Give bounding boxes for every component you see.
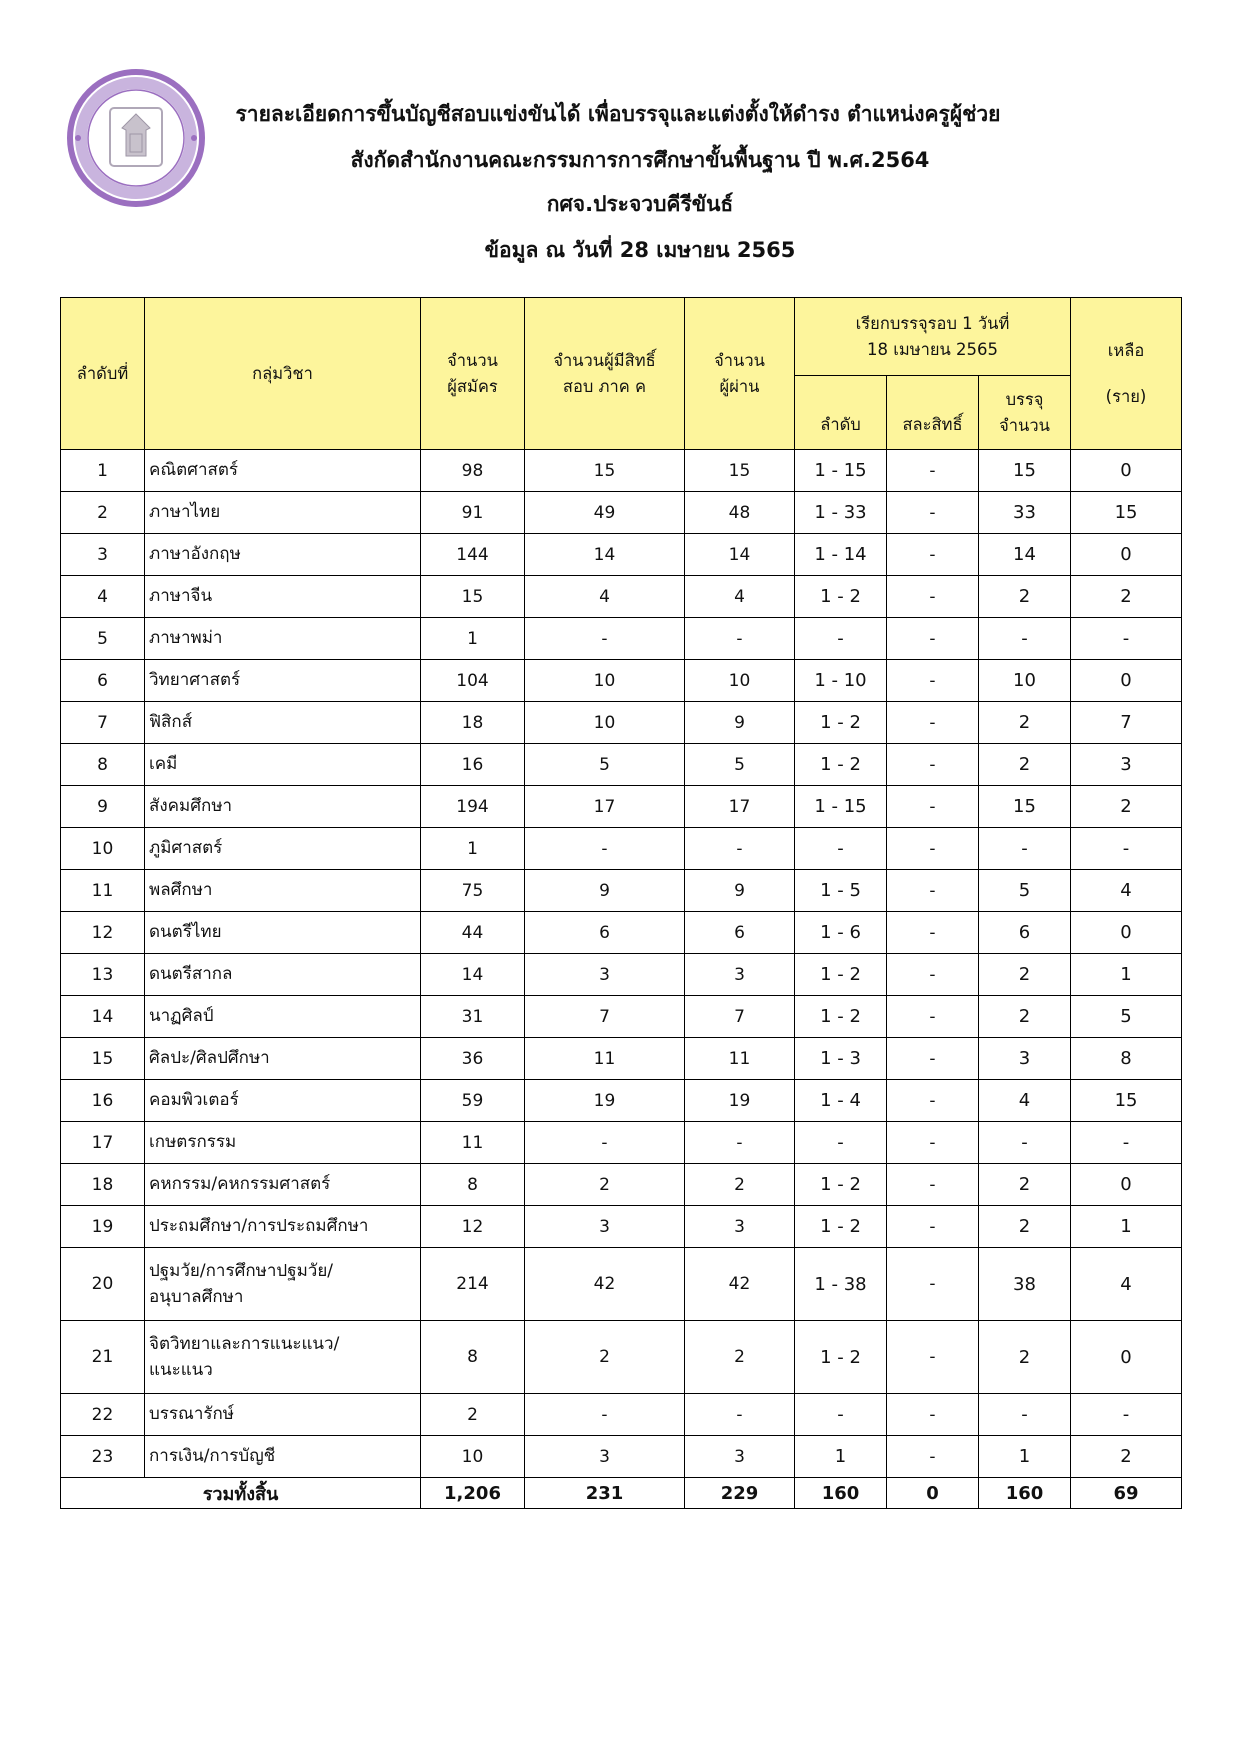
col-header-called-round1 <box>795 298 1071 376</box>
table-row <box>61 492 1182 534</box>
cell-eligible: 3 <box>525 954 685 996</box>
cell-passed: - <box>685 1122 795 1164</box>
cell-placed: 15 <box>979 450 1071 492</box>
cell-subject: วิทยาศาสตร์ <box>145 660 421 702</box>
total-remaining: 69 <box>1071 1478 1182 1509</box>
cell-no: 11 <box>61 870 145 912</box>
cell-passed: 3 <box>685 1206 795 1248</box>
cell-passed: 3 <box>685 954 795 996</box>
cell-eligible: 9 <box>525 870 685 912</box>
cell-passed: 11 <box>685 1038 795 1080</box>
cell-waived: - <box>887 1436 979 1478</box>
cell-eligible: 15 <box>525 450 685 492</box>
cell-remaining: 1 <box>1071 1206 1182 1248</box>
cell-remaining: 2 <box>1071 1436 1182 1478</box>
cell-rank: - <box>795 618 887 660</box>
cell-placed: 33 <box>979 492 1071 534</box>
cell-no: 19 <box>61 1206 145 1248</box>
cell-waived: - <box>887 996 979 1038</box>
cell-rank: 1 - 6 <box>795 912 887 954</box>
cell-rank: 1 <box>795 1436 887 1478</box>
table-row <box>61 1122 1182 1164</box>
cell-rank: - <box>795 1122 887 1164</box>
table-row <box>61 1080 1182 1122</box>
cell-no: 18 <box>61 1164 145 1206</box>
cell-no: 12 <box>61 912 145 954</box>
table-row <box>61 1321 1182 1394</box>
col-header-placed-line1: บรรจุ <box>1005 389 1044 409</box>
table-row <box>61 1248 1182 1321</box>
cell-rank: 1 - 2 <box>795 576 887 618</box>
col-header-passed <box>685 298 795 450</box>
cell-waived: - <box>887 1038 979 1080</box>
cell-waived: - <box>887 576 979 618</box>
col-header-eligible-line2: สอบ ภาค ค <box>562 376 647 396</box>
cell-subject: ภูมิศาสตร์ <box>145 828 421 870</box>
cell-passed: - <box>685 1394 795 1436</box>
cell-placed: 2 <box>979 1206 1071 1248</box>
cell-waived: - <box>887 702 979 744</box>
cell-passed: 48 <box>685 492 795 534</box>
cell-subject: ภาษาอังกฤษ <box>145 534 421 576</box>
table-row <box>61 618 1182 660</box>
table-row <box>61 786 1182 828</box>
cell-subject: คอมพิวเตอร์ <box>145 1080 421 1122</box>
cell-remaining: 1 <box>1071 954 1182 996</box>
cell-placed: 5 <box>979 870 1071 912</box>
cell-remaining: 2 <box>1071 786 1182 828</box>
cell-eligible: 3 <box>525 1206 685 1248</box>
cell-placed: 2 <box>979 954 1071 996</box>
cell-remaining: 0 <box>1071 450 1182 492</box>
cell-no: 23 <box>61 1436 145 1478</box>
col-header-eligible-line1: จำนวนผู้มีสิทธิ์ <box>553 350 656 370</box>
cell-waived: - <box>887 1164 979 1206</box>
cell-remaining: - <box>1071 1394 1182 1436</box>
col-header-applicants-line2: ผู้สมัคร <box>447 376 498 396</box>
total-rank: 160 <box>795 1478 887 1509</box>
cell-applicants: 11 <box>421 1122 525 1164</box>
cell-passed: - <box>685 828 795 870</box>
total-placed: 160 <box>979 1478 1071 1509</box>
cell-passed: 2 <box>685 1164 795 1206</box>
cell-waived: - <box>887 660 979 702</box>
cell-waived: - <box>887 534 979 576</box>
cell-no: 9 <box>61 786 145 828</box>
cell-rank: 1 - 2 <box>795 744 887 786</box>
total-label: รวมทั้งสิ้น <box>61 1478 421 1509</box>
table-row <box>61 1164 1182 1206</box>
table-header <box>61 298 1182 450</box>
cell-passed: 5 <box>685 744 795 786</box>
cell-placed: 4 <box>979 1080 1071 1122</box>
cell-no: 2 <box>61 492 145 534</box>
col-header-remaining-line2: (ราย) <box>1105 386 1147 406</box>
cell-waived: - <box>887 828 979 870</box>
cell-eligible: 5 <box>525 744 685 786</box>
cell-applicants: 214 <box>421 1248 525 1321</box>
cell-placed: 3 <box>979 1038 1071 1080</box>
total-row <box>61 1478 1182 1509</box>
table-row <box>61 1038 1182 1080</box>
cell-placed: - <box>979 618 1071 660</box>
cell-eligible: 6 <box>525 912 685 954</box>
table-row <box>61 870 1182 912</box>
cell-eligible: 14 <box>525 534 685 576</box>
table-row <box>61 576 1182 618</box>
cell-subject: ภาษาจีน <box>145 576 421 618</box>
cell-passed: 14 <box>685 534 795 576</box>
cell-eligible: - <box>525 828 685 870</box>
cell-rank: 1 - 10 <box>795 660 887 702</box>
table-row <box>61 954 1182 996</box>
cell-eligible: 7 <box>525 996 685 1038</box>
col-header-waived: สละสิทธิ์ <box>887 376 979 450</box>
total-passed: 229 <box>685 1478 795 1509</box>
cell-waived: - <box>887 492 979 534</box>
cell-applicants: 10 <box>421 1436 525 1478</box>
cell-applicants: 144 <box>421 534 525 576</box>
cell-rank: - <box>795 828 887 870</box>
cell-applicants: 75 <box>421 870 525 912</box>
cell-placed: 6 <box>979 912 1071 954</box>
cell-no: 17 <box>61 1122 145 1164</box>
heading-line-4: ข้อมูล ณ วันที่ 28 เมษายน 2565 <box>484 238 796 262</box>
cell-subject: นาฏศิลป์ <box>145 996 421 1038</box>
cell-remaining: 2 <box>1071 576 1182 618</box>
cell-no: 3 <box>61 534 145 576</box>
cell-eligible: 2 <box>525 1164 685 1206</box>
cell-placed: 10 <box>979 660 1071 702</box>
col-header-no: ลำดับที่ <box>61 298 145 450</box>
cell-rank: 1 - 38 <box>795 1248 887 1321</box>
cell-eligible: 10 <box>525 660 685 702</box>
cell-rank: 1 - 3 <box>795 1038 887 1080</box>
cell-passed: 17 <box>685 786 795 828</box>
cell-applicants: 1 <box>421 828 525 870</box>
table-row <box>61 450 1182 492</box>
cell-eligible: - <box>525 618 685 660</box>
cell-applicants: 8 <box>421 1321 525 1394</box>
cell-no: 6 <box>61 660 145 702</box>
cell-remaining: 15 <box>1071 492 1182 534</box>
cell-waived: - <box>887 1206 979 1248</box>
cell-applicants: 36 <box>421 1038 525 1080</box>
cell-applicants: 16 <box>421 744 525 786</box>
cell-remaining: 0 <box>1071 912 1182 954</box>
table-row <box>61 744 1182 786</box>
cell-no: 8 <box>61 744 145 786</box>
cell-rank: 1 - 33 <box>795 492 887 534</box>
cell-passed: 6 <box>685 912 795 954</box>
cell-remaining: 15 <box>1071 1080 1182 1122</box>
cell-eligible: 2 <box>525 1321 685 1394</box>
results-table <box>60 297 1182 1509</box>
cell-eligible: 19 <box>525 1080 685 1122</box>
cell-waived: - <box>887 1080 979 1122</box>
table-row <box>61 912 1182 954</box>
cell-rank: 1 - 15 <box>795 786 887 828</box>
cell-placed: 15 <box>979 786 1071 828</box>
cell-subject: การเงิน/การบัญชี <box>145 1436 421 1478</box>
cell-remaining: 0 <box>1071 1321 1182 1394</box>
cell-subject: ดนตรีสากล <box>145 954 421 996</box>
cell-rank: 1 - 2 <box>795 954 887 996</box>
table-row <box>61 828 1182 870</box>
agency-seal-logo <box>66 68 206 208</box>
cell-placed: 2 <box>979 702 1071 744</box>
cell-applicants: 59 <box>421 1080 525 1122</box>
cell-waived: - <box>887 744 979 786</box>
total-waived: 0 <box>887 1478 979 1509</box>
cell-waived: - <box>887 618 979 660</box>
cell-applicants: 98 <box>421 450 525 492</box>
cell-rank: - <box>795 1394 887 1436</box>
cell-rank: 1 - 2 <box>795 1206 887 1248</box>
cell-no: 15 <box>61 1038 145 1080</box>
cell-placed: 14 <box>979 534 1071 576</box>
total-eligible: 231 <box>525 1478 685 1509</box>
cell-no: 20 <box>61 1248 145 1321</box>
cell-applicants: 15 <box>421 576 525 618</box>
cell-applicants: 18 <box>421 702 525 744</box>
cell-remaining: 0 <box>1071 660 1182 702</box>
seal-dot-right <box>191 135 197 141</box>
heading-line-1: รายละเอียดการขึ้นบัญชีสอบแข่งขันได้ เพื่อบรรจุและแต่งตั้งให้ดำรง ตำแหน่งครูผู้ช่วย <box>235 102 1001 126</box>
cell-applicants: 1 <box>421 618 525 660</box>
cell-remaining: 3 <box>1071 744 1182 786</box>
cell-remaining: - <box>1071 1122 1182 1164</box>
cell-passed: 10 <box>685 660 795 702</box>
col-header-passed-line2: ผู้ผ่าน <box>719 376 760 396</box>
cell-applicants: 12 <box>421 1206 525 1248</box>
cell-eligible: 3 <box>525 1436 685 1478</box>
cell-applicants: 44 <box>421 912 525 954</box>
cell-subject: ฟิสิกส์ <box>145 702 421 744</box>
cell-placed: 2 <box>979 576 1071 618</box>
cell-waived: - <box>887 954 979 996</box>
cell-rank: 1 - 2 <box>795 996 887 1038</box>
cell-placed: 2 <box>979 996 1071 1038</box>
cell-no: 21 <box>61 1321 145 1394</box>
cell-no: 5 <box>61 618 145 660</box>
table-row <box>61 996 1182 1038</box>
cell-eligible: 49 <box>525 492 685 534</box>
cell-waived: - <box>887 912 979 954</box>
cell-eligible: 42 <box>525 1248 685 1321</box>
heading-line-2: สังกัดสำนักงานคณะกรรมการการศึกษาขั้นพื้นฐาน ปี พ.ศ.2564 <box>350 148 930 172</box>
col-header-remaining-line1: เหลือ <box>1107 340 1145 360</box>
cell-rank: 1 - 2 <box>795 1321 887 1394</box>
cell-applicants: 8 <box>421 1164 525 1206</box>
cell-no: 4 <box>61 576 145 618</box>
cell-subject: ปฐมวัย/การศึกษาปฐมวัย/ อนุบาลศึกษา <box>145 1248 421 1321</box>
cell-waived: - <box>887 1122 979 1164</box>
cell-no: 14 <box>61 996 145 1038</box>
cell-placed: - <box>979 828 1071 870</box>
cell-eligible: 11 <box>525 1038 685 1080</box>
cell-waived: - <box>887 786 979 828</box>
cell-passed: 7 <box>685 996 795 1038</box>
heading-line-3: กศจ.ประจวบคีรีขันธ์ <box>546 192 734 216</box>
cell-remaining: 7 <box>1071 702 1182 744</box>
col-header-remaining <box>1071 298 1182 450</box>
cell-no: 10 <box>61 828 145 870</box>
seal-dot-left <box>75 135 81 141</box>
col-header-placed-line2: จำนวน <box>999 415 1050 435</box>
cell-subject: เกษตรกรรม <box>145 1122 421 1164</box>
col-header-called-line2: 18 เมษายน 2565 <box>866 339 999 359</box>
table-row <box>61 1206 1182 1248</box>
cell-waived: - <box>887 870 979 912</box>
cell-subject: ดนตรีไทย <box>145 912 421 954</box>
cell-remaining: 4 <box>1071 870 1182 912</box>
cell-remaining: - <box>1071 618 1182 660</box>
cell-applicants: 194 <box>421 786 525 828</box>
cell-placed: 38 <box>979 1248 1071 1321</box>
cell-remaining: 8 <box>1071 1038 1182 1080</box>
cell-applicants: 104 <box>421 660 525 702</box>
cell-subject: ภาษาพม่า <box>145 618 421 660</box>
cell-passed: 9 <box>685 702 795 744</box>
cell-remaining: - <box>1071 828 1182 870</box>
cell-subject: จิตวิทยาและการแนะแนว/ แนะแนว <box>145 1321 421 1394</box>
table-row <box>61 702 1182 744</box>
cell-rank: 1 - 4 <box>795 1080 887 1122</box>
col-header-passed-line1: จำนวน <box>714 350 765 370</box>
table-row <box>61 660 1182 702</box>
cell-applicants: 2 <box>421 1394 525 1436</box>
cell-subject: เคมี <box>145 744 421 786</box>
cell-no: 1 <box>61 450 145 492</box>
cell-subject: คณิตศาสตร์ <box>145 450 421 492</box>
cell-applicants: 91 <box>421 492 525 534</box>
cell-eligible: - <box>525 1122 685 1164</box>
cell-subject: พลศึกษา <box>145 870 421 912</box>
cell-remaining: 0 <box>1071 1164 1182 1206</box>
cell-waived: - <box>887 1394 979 1436</box>
col-header-subject: กลุ่มวิชา <box>145 298 421 450</box>
cell-subject: ภาษาไทย <box>145 492 421 534</box>
col-header-called-line1: เรียกบรรจุรอบ 1 วันที่ <box>855 313 1010 333</box>
cell-placed: 1 <box>979 1436 1071 1478</box>
cell-remaining: 0 <box>1071 534 1182 576</box>
cell-placed: - <box>979 1394 1071 1436</box>
cell-rank: 1 - 2 <box>795 702 887 744</box>
cell-eligible: - <box>525 1394 685 1436</box>
cell-rank: 1 - 15 <box>795 450 887 492</box>
cell-placed: 2 <box>979 1164 1071 1206</box>
cell-passed: 4 <box>685 576 795 618</box>
cell-no: 13 <box>61 954 145 996</box>
table-row <box>61 534 1182 576</box>
cell-passed: 3 <box>685 1436 795 1478</box>
table-row <box>61 1436 1182 1478</box>
cell-subject: ประถมศึกษา/การประถมศึกษา <box>145 1206 421 1248</box>
cell-rank: 1 - 2 <box>795 1164 887 1206</box>
col-header-placed <box>979 376 1071 450</box>
cell-passed: 9 <box>685 870 795 912</box>
col-header-rank: ลำดับ <box>795 376 887 450</box>
cell-passed: 15 <box>685 450 795 492</box>
cell-no: 7 <box>61 702 145 744</box>
cell-waived: - <box>887 1321 979 1394</box>
cell-rank: 1 - 14 <box>795 534 887 576</box>
cell-placed: - <box>979 1122 1071 1164</box>
cell-applicants: 14 <box>421 954 525 996</box>
col-header-eligible <box>525 298 685 450</box>
cell-passed: 19 <box>685 1080 795 1122</box>
cell-remaining: 5 <box>1071 996 1182 1038</box>
cell-passed: - <box>685 618 795 660</box>
cell-eligible: 4 <box>525 576 685 618</box>
cell-passed: 42 <box>685 1248 795 1321</box>
cell-placed: 2 <box>979 744 1071 786</box>
cell-eligible: 17 <box>525 786 685 828</box>
cell-subject: บรรณารักษ์ <box>145 1394 421 1436</box>
cell-waived: - <box>887 450 979 492</box>
cell-subject: สังคมศึกษา <box>145 786 421 828</box>
cell-passed: 2 <box>685 1321 795 1394</box>
total-applicants: 1,206 <box>421 1478 525 1509</box>
cell-subject: คหกรรม/คหกรรมศาสตร์ <box>145 1164 421 1206</box>
cell-waived: - <box>887 1248 979 1321</box>
table-row <box>61 1394 1182 1436</box>
col-header-applicants-line1: จำนวน <box>447 350 498 370</box>
table-body <box>61 450 1182 1478</box>
cell-applicants: 31 <box>421 996 525 1038</box>
cell-subject: ศิลปะ/ศิลปศึกษา <box>145 1038 421 1080</box>
col-header-applicants <box>421 298 525 450</box>
cell-placed: 2 <box>979 1321 1071 1394</box>
cell-rank: 1 - 5 <box>795 870 887 912</box>
cell-remaining: 4 <box>1071 1248 1182 1321</box>
cell-no: 22 <box>61 1394 145 1436</box>
cell-no: 16 <box>61 1080 145 1122</box>
cell-eligible: 10 <box>525 702 685 744</box>
